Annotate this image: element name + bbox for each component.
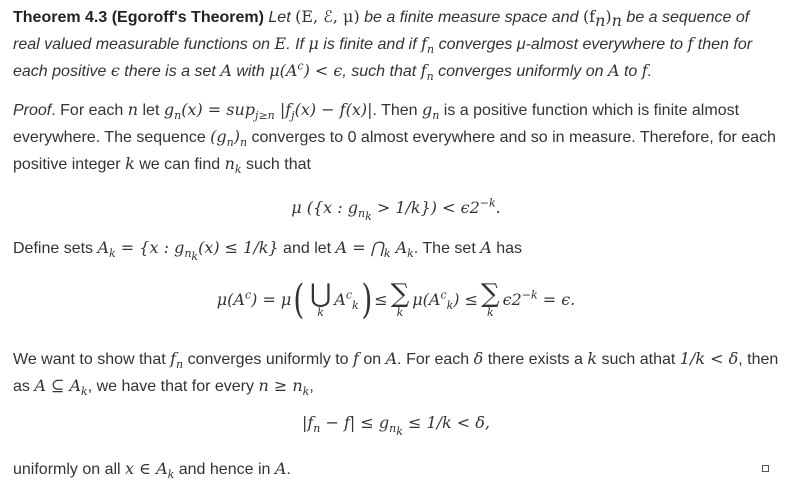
math: A: [274, 459, 287, 478]
proof-text: . Then: [372, 102, 422, 119]
math: (E, ℰ, μ): [295, 7, 360, 26]
left-paren: (: [293, 277, 305, 323]
proof-text: we can find: [134, 156, 225, 173]
math: A: [385, 349, 398, 368]
math: k: [125, 154, 135, 173]
qed-square-icon: [762, 465, 769, 472]
page: [13, 4, 779, 482]
theorem-text: .: [647, 63, 653, 80]
want-text: , then as: [13, 351, 779, 395]
math: $f_n$: [420, 61, 434, 84]
final-text: .: [286, 461, 291, 478]
theorem-text: then for each positive: [13, 36, 753, 80]
math: f: [687, 34, 694, 53]
proof-paragraph: [13, 97, 779, 175]
theorem-text: . If: [286, 36, 309, 53]
theorem-text: converges uniformly on: [433, 63, 608, 80]
math: μ: [308, 34, 319, 53]
theorem-statement: [13, 4, 779, 82]
math: E: [274, 34, 287, 53]
math: ϵ: [110, 61, 120, 80]
final-text: uniformly on all: [13, 461, 126, 478]
proof-text: converges to 0 almost everywhere and so in measure. Therefore, for each positive integer: [13, 129, 776, 173]
math: $A = ⋂_k$ $A_k$: [335, 238, 414, 261]
math: $g_n$: [422, 100, 440, 123]
math: A: [607, 61, 620, 80]
math: x ∈ $A_k$: [125, 459, 175, 482]
big-union: ⋃ k: [309, 279, 332, 319]
math: $(f_n)_n$: [582, 7, 622, 31]
math: δ: [473, 349, 484, 368]
math: A: [220, 61, 232, 80]
math: $f_n$: [421, 34, 435, 57]
theorem-text: converges μ-almost everywhere to: [434, 36, 688, 53]
theorem-text: with: [231, 63, 270, 80]
proof-text: such that: [241, 156, 311, 173]
theorem-text: be a sequence of real valued measurable functions on: [13, 9, 750, 53]
big-sum: ∑ k: [481, 279, 500, 319]
define-text: has: [491, 240, 523, 257]
math: k: [587, 349, 598, 368]
define-text: and let: [278, 240, 336, 257]
display-equation-2: $\mu(A^c) = \mu$ ( ⋃ k $A^c_k$ ) ≤ ∑ k $\mu(A^c_k)$ ≤ ∑ k $\epsilon 2^{-k} = \epsilon$.: [216, 277, 576, 323]
want-text: We want to show that: [13, 351, 171, 368]
want-text: , we have that for every: [87, 378, 259, 395]
math: $g_n(x) = sup_{j\ge n}$ $|f_j(x) - f(x)|$: [163, 100, 373, 123]
define-paragraph: [13, 235, 779, 264]
want-text: ,: [309, 378, 314, 395]
math: $\mu(A^c) < \epsilon$: [269, 59, 343, 80]
math: $n \ge n_k$: [258, 376, 310, 399]
theorem-text: be a finite measure space and: [359, 9, 583, 26]
define-text: Define sets: [13, 240, 98, 257]
theorem-text: , such that: [342, 63, 421, 80]
want-text: on: [358, 351, 386, 368]
final-paragraph: [13, 456, 779, 482]
theorem-heading: Theorem 4.3 (Egoroff's Theorem): [13, 9, 264, 26]
math: f: [641, 61, 648, 80]
proof-label: Proof: [13, 102, 52, 119]
math: $(g_n)_n$: [210, 127, 248, 150]
theorem-text: to: [619, 63, 642, 80]
final-text: and hence in: [174, 461, 275, 478]
theorem-text: is finite and if: [318, 36, 422, 53]
right-paren: ): [361, 277, 372, 323]
math: $A_k = \{x$ : $g_{n_k}(x) \le 1/k$}: [97, 238, 279, 264]
math: 1/k < δ: [679, 349, 739, 368]
proof-text: . For each: [51, 102, 128, 119]
want-text: such athat: [597, 351, 680, 368]
math: A: [480, 238, 492, 257]
math: f: [353, 349, 359, 368]
display-equation-3: $|f_n - f| \le g_{n_k} \le 1/k < \delta$,: [301, 413, 491, 439]
proof-text: let: [138, 102, 164, 119]
want-text: . For each: [397, 351, 474, 368]
math: A ⊆ $A_k$: [34, 376, 88, 399]
want-text: converges uniformly to: [183, 351, 353, 368]
display-equation-1: μ ({x : $g_{n_k} > 1/k\}) < \epsilon 2^{-k}$.: [291, 196, 501, 224]
math: $n_k$: [224, 154, 242, 177]
theorem-text: Let: [263, 9, 296, 26]
want-text: there exists a: [483, 351, 588, 368]
math: n: [127, 100, 139, 119]
theorem-text: there is a set: [119, 63, 221, 80]
big-sum: ∑ k: [390, 279, 410, 319]
define-text: . The set: [413, 240, 481, 257]
want-paragraph: [13, 346, 779, 398]
math: $f_n$: [170, 349, 184, 372]
proof-text: is a positive function which is finite almost everywhere. The sequence: [13, 102, 740, 146]
